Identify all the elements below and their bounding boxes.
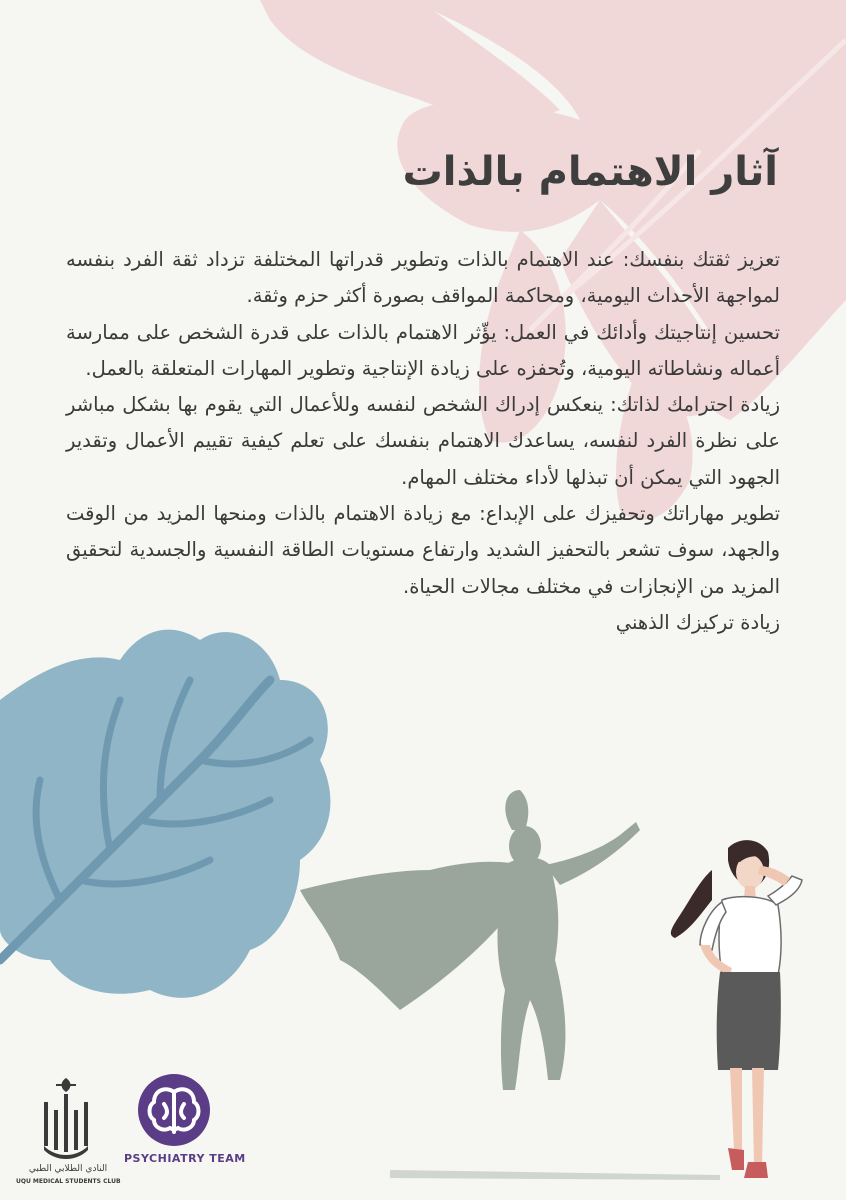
paragraph-self-respect: زيادة احترامك لذاتك: ينعكس إدراك الشخص لنفسه وللأعمال التي يقوم بها بشكل مباشر على نظرة الفرد لنفسه، يساعدك الاهتمام بنفسك على تعلم كيفية تقييم الأعمال وتقدير الجهود التي يمكن أن تبذلها لأداء مختلف المهام. (66, 393, 780, 489)
brain-emblem-icon (124, 1072, 224, 1152)
paragraph-skills-creativity: تطوير مهاراتك وتحفيزك على الإبداع: مع زيادة الاهتمام بالذات ومنحها المزيد من الوقت والجهد، سوف تشعر بالتحفيز الشديد وارتفاع مستويات الطاقة النفسية والجسدية لتحقيق المزيد من الإنجازات في مختلف مجالات الحياة. (66, 502, 780, 598)
medical-students-club-logo (16, 1072, 121, 1185)
psychiatry-team-logo (124, 1072, 246, 1172)
superhero-shadow-illustration (300, 790, 720, 1180)
paragraph-productivity: تحسين إنتاجيتك وأدائك في العمل: يؤّثر الاهتمام بالذات على قدرة الشخص على ممارسة أعماله ونشاطاته اليومية، وتُحفزه على زيادة الإنتاجية وتطوير المهارات المتعلقة بالعمل. (66, 320, 780, 380)
paragraph-mental-focus: زيادة تركيزك الذهني (615, 610, 780, 634)
club-name-arabic: النادي الطلابي الطبي (28, 1164, 108, 1174)
paragraph-self-confidence: تعزيز ثقتك بنفسك: عند الاهتمام بالذات وتطوير قدراتها المختلفة تزداد ثقة الفرد بنفسه لمواجهة الأحداث اليومية، ومحاكمة المواقف بصورة أكثر حزم وثقة. (66, 248, 780, 308)
blue-leaf-decoration (0, 630, 330, 998)
club-emblem-icon (16, 1072, 120, 1164)
article-body (66, 242, 780, 641)
page-title: آثار الاهتمام بالذات (402, 149, 778, 195)
team-name: PSYCHIATRY TEAM (124, 1152, 246, 1165)
club-name-english: UQU MEDICAL STUDENTS CLUB (16, 1178, 121, 1185)
woman-illustration (671, 840, 802, 1178)
